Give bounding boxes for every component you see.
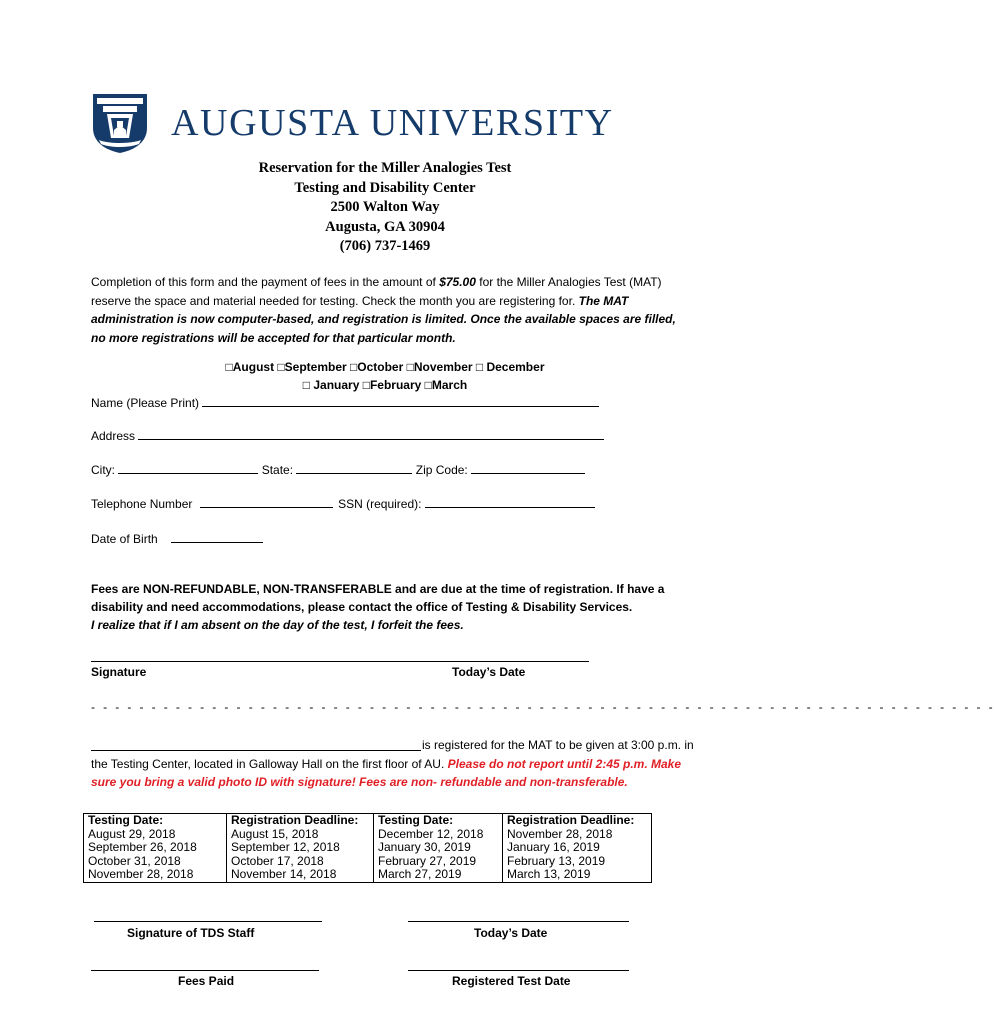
city-input-line[interactable] — [118, 461, 258, 474]
table-cell: January 30, 2019 — [374, 841, 503, 855]
zip-input-line[interactable] — [471, 461, 585, 474]
registered-date-label: Registered Test Date — [452, 974, 571, 988]
registration-text: is registered for the MAT to be given at 3:00 p.m. in the Testing Center, located in Galloway Hall on the first floor of AU. — [91, 738, 694, 771]
title-line: Reservation for the Miller Analogies Test — [258, 160, 512, 176]
tds-staff-label: Signature of TDS Staff — [127, 926, 255, 940]
table-row — [84, 868, 652, 882]
table-header: Registration Deadline: — [503, 814, 652, 828]
cut-line-divider: - - - - - - - - - - - - - - - - - - - - - - - - - - - - - - - - - - - - - - - - - - - - - - - - - - - - - - - - - - - - - - - - - - - - - - - - - - - — [91, 700, 995, 714]
city-address: Augusta, GA 30904 — [325, 218, 445, 235]
fees-policy: Fees are NON-REFUNDABLE, NON-TRANSFERABLE and are due at the time of registration. If have a disability and need accommodations, please contact the office of Testing & Disability Services. — [91, 582, 665, 614]
intro-text: Completion of this form and the payment of fees in the amount of — [91, 275, 440, 289]
state-label: State: — [261, 463, 294, 477]
intro-text-2: for the Miller Analogies Test (MAT) reserve the space and material needed for testing. Check the month you are registering for. — [91, 275, 662, 308]
fee-amount: $75.00 — [439, 275, 476, 289]
university-name: AUGUSTA UNIVERSITY — [171, 102, 614, 144]
table-row — [84, 828, 652, 842]
table-cell: October 31, 2018 — [84, 855, 227, 869]
table-header: Registration Deadline: — [227, 814, 374, 828]
dob-label: Date of Birth — [91, 532, 158, 546]
table-row — [84, 841, 652, 855]
center-name: Testing and Disability Center — [294, 179, 476, 196]
table-row — [84, 855, 652, 869]
table-cell: November 28, 2018 — [503, 828, 652, 842]
name-label: Name (Please Print) — [91, 396, 200, 410]
table-cell: August 15, 2018 — [227, 828, 374, 842]
table-cell: January 16, 2019 — [503, 841, 652, 855]
schedule-table — [83, 813, 652, 883]
table-cell: February 27, 2019 — [374, 855, 503, 869]
footer-date-label: Today’s Date — [474, 926, 548, 940]
name-input-line[interactable] — [202, 394, 599, 407]
fees-paid-label: Fees Paid — [178, 974, 235, 988]
signature-line[interactable] — [91, 661, 589, 662]
ssn-label: SSN (required): — [338, 497, 422, 511]
todays-date-label: Today’s Date — [452, 665, 526, 679]
address-input-line[interactable] — [138, 427, 604, 440]
intro-paragraph — [91, 273, 681, 347]
phone-input-line[interactable] — [200, 495, 333, 508]
table-cell: November 14, 2018 — [227, 868, 374, 882]
registered-date-line[interactable] — [408, 970, 629, 971]
fees-notice — [91, 580, 691, 634]
phone-number: (706) 737-1469 — [339, 238, 431, 254]
table-header-row — [84, 814, 652, 828]
registration-confirmation — [91, 736, 701, 792]
table-cell: March 13, 2019 — [503, 868, 652, 882]
table-cell: August 29, 2018 — [84, 828, 227, 842]
forfeit-notice: I realize that if I am absent on the day of the test, I forfeit the fees. — [91, 618, 464, 632]
phone-ssn-row[interactable] — [91, 495, 595, 511]
university-logo — [91, 92, 614, 154]
month-row-1[interactable]: □August □September □October □November □ December — [225, 360, 545, 374]
month-checkboxes[interactable] — [0, 359, 770, 394]
table-cell: February 13, 2019 — [503, 855, 652, 869]
signature-label: Signature — [91, 665, 147, 679]
name-field[interactable] — [91, 394, 599, 410]
city-state-zip-row[interactable] — [91, 461, 585, 477]
dob-input-line[interactable] — [171, 530, 263, 543]
table-cell: December 12, 2018 — [374, 828, 503, 842]
address-label: Address — [91, 429, 136, 443]
dob-field[interactable] — [91, 530, 263, 546]
city-label: City: — [91, 463, 115, 477]
tds-staff-signature-line[interactable] — [94, 921, 322, 922]
intro-emphasis: The MAT administration is now computer-based, and registration is limited. Once the available spaces are filled, no more registrations will be accepted for that particular month. — [91, 293, 676, 345]
table-header: Testing Date: — [374, 814, 503, 828]
ssn-input-line[interactable] — [425, 495, 595, 508]
street-address: 2500 Walton Way — [330, 199, 440, 215]
address-field[interactable] — [91, 427, 604, 443]
form-title — [0, 159, 770, 257]
table-cell: November 28, 2018 — [84, 868, 227, 882]
fees-paid-line[interactable] — [91, 970, 319, 971]
table-header: Testing Date: — [84, 814, 227, 828]
table-cell: October 17, 2018 — [227, 855, 374, 869]
footer-date-line[interactable] — [408, 921, 629, 922]
clock-tower-shield-icon — [91, 92, 149, 154]
table-cell: September 26, 2018 — [84, 841, 227, 855]
table-cell: March 27, 2019 — [374, 868, 503, 882]
table-cell: September 12, 2018 — [227, 841, 374, 855]
state-input-line[interactable] — [296, 461, 412, 474]
registration-warning: Please do not report until 2:45 p.m. Make sure you bring a valid photo ID with signature! Fees are non- refundable and non-transferable. — [91, 756, 682, 789]
zip-label: Zip Code: — [415, 463, 468, 477]
month-row-2[interactable]: □ January □February □March — [302, 377, 468, 392]
phone-label: Telephone Number — [91, 497, 193, 511]
